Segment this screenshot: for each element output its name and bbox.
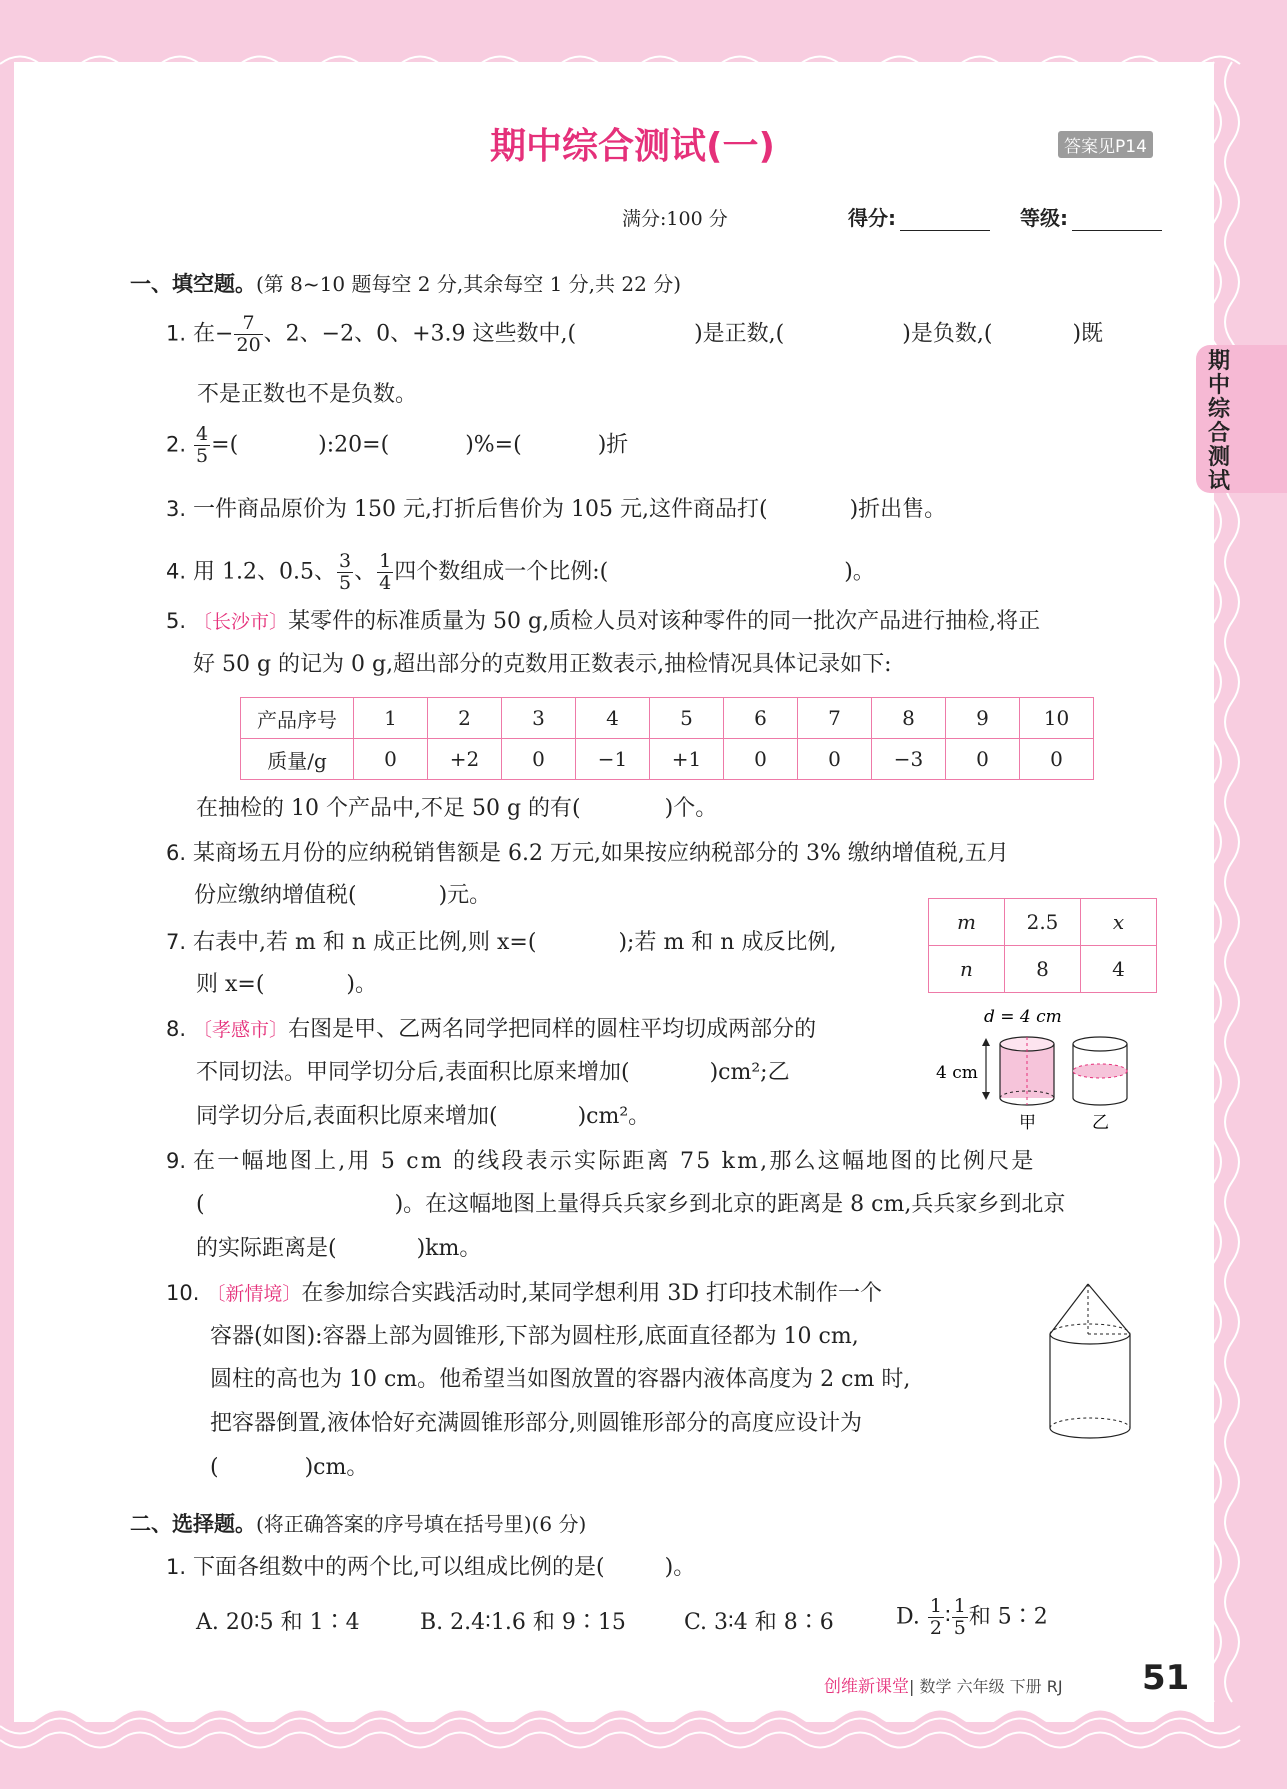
q8-line3 bbox=[196, 1102, 650, 1132]
section1-title: 一、填空题。 bbox=[130, 272, 256, 296]
table-row bbox=[241, 739, 1094, 780]
table-cell: n bbox=[929, 946, 1005, 993]
fraction-denominator: 5 bbox=[196, 445, 209, 467]
question-number: 7. bbox=[166, 930, 187, 954]
q5-line3 bbox=[196, 794, 717, 824]
side-tab-label: 期中综合测试 bbox=[1207, 349, 1230, 494]
q9-text-c: 的实际距离是( bbox=[196, 1236, 337, 1261]
table-cell: −1 bbox=[576, 739, 650, 780]
height-label: 4 cm bbox=[936, 1063, 978, 1083]
cylinder-yi bbox=[1073, 1037, 1127, 1105]
q9-text-d: )km。 bbox=[416, 1236, 482, 1261]
label-yi: 乙 bbox=[1092, 1113, 1109, 1133]
q6-line1: 某商场五月份的应纳税销售额是 6.2 万元,如果按应纳税部分的 3% 缴纳增值税,五月 bbox=[193, 841, 1009, 866]
page-number: 51 bbox=[1142, 1658, 1190, 1698]
fraction-denominator: 4 bbox=[379, 572, 392, 594]
q9-text-b: )。在这幅地图上量得兵兵家乡到北京的距离是 8 cm,兵兵家乡到北京 bbox=[394, 1192, 1066, 1217]
mc1-option-b[interactable]: B. 2.4∶1.6 和 9∶15 bbox=[420, 1610, 626, 1635]
question-number: 1. bbox=[166, 1555, 187, 1579]
container-figure bbox=[1042, 1278, 1152, 1446]
q2-text-c: )%=( bbox=[465, 432, 522, 458]
fraction-denominator: 5 bbox=[953, 1617, 966, 1639]
mc1-option-d[interactable] bbox=[896, 1596, 1048, 1639]
q5-line2: 好 50 g 的记为 0 g,超出部分的克数用正数表示,抽检情况具体记录如下: bbox=[193, 652, 892, 677]
table-row bbox=[241, 698, 1094, 739]
table-cell: 4 bbox=[576, 698, 650, 739]
q9-line1: 在一幅地图上,用 5 cm 的线段表示实际距离 75 km,那么这幅地图的比例尺是 bbox=[193, 1149, 1036, 1174]
question-number: 4. bbox=[166, 559, 187, 584]
question-6 bbox=[166, 838, 1009, 869]
table-header-cell: 产品序号 bbox=[241, 698, 354, 739]
q8-text-a: 不同切法。甲同学切分后,表面积比原来增加( bbox=[196, 1060, 630, 1085]
q3-text-b: )折出售。 bbox=[849, 497, 947, 522]
table-cell: +1 bbox=[650, 739, 724, 780]
answer-ref-badge: 答案见P14 bbox=[1058, 131, 1153, 158]
arrow-head-icon bbox=[982, 1092, 990, 1100]
q1-text-d: )是负数,( bbox=[902, 321, 993, 347]
fraction-numerator: 3 bbox=[339, 550, 352, 572]
fraction bbox=[928, 1596, 944, 1639]
fraction-denominator: 20 bbox=[236, 334, 261, 356]
table-cell: 4 bbox=[1081, 946, 1157, 993]
table-cell: 10 bbox=[1020, 698, 1094, 739]
inspection-table bbox=[240, 697, 1094, 780]
q9-line3 bbox=[196, 1234, 481, 1264]
q6-text-a: 份应缴纳增值税( bbox=[194, 883, 357, 908]
fraction-numerator: 4 bbox=[196, 423, 209, 445]
table-cell: 3 bbox=[502, 698, 576, 739]
fraction bbox=[952, 1596, 968, 1639]
question-number: 5. bbox=[166, 609, 187, 633]
fraction-numerator: 1 bbox=[379, 550, 392, 572]
q6-line2 bbox=[194, 881, 491, 911]
q4-text-c: )。 bbox=[844, 559, 875, 585]
question-number: 10. bbox=[166, 1281, 200, 1305]
table-cell: 2.5 bbox=[1005, 899, 1081, 946]
cylinder-jia bbox=[1000, 1037, 1054, 1105]
section2-title: 二、选择题。 bbox=[130, 1512, 256, 1536]
question-number: 6. bbox=[166, 841, 187, 865]
q10-line1: 在参加综合实践活动时,某同学想利用 3D 打印技术制作一个 bbox=[301, 1281, 883, 1306]
source-tag: 〔孝感市〕 bbox=[193, 1019, 289, 1041]
section1-note: (第 8~10 题每空 2 分,其余每空 1 分,共 22 分) bbox=[256, 272, 682, 296]
table-cell: 9 bbox=[946, 698, 1020, 739]
q5-text-a: 在抽检的 10 个产品中,不足 50 g 的有( bbox=[196, 796, 581, 821]
q5-text-b: )个。 bbox=[664, 796, 718, 821]
option-d-letter: D. bbox=[896, 1604, 920, 1630]
table-row bbox=[929, 946, 1157, 993]
q10-text-a: ( bbox=[210, 1455, 219, 1480]
grade-label: 等级: bbox=[1020, 206, 1068, 230]
cylinders-figure bbox=[930, 1004, 1140, 1136]
mc1-option-c[interactable]: C. 3∶4 和 8∶6 bbox=[684, 1610, 834, 1635]
q2-text-a: =( bbox=[211, 432, 239, 458]
q8-line1: 右图是甲、乙两名同学把同样的圆柱平均切成两部分的 bbox=[288, 1017, 817, 1042]
section2-heading bbox=[130, 1508, 586, 1538]
mc1-stem-a: 下面各组数中的两个比,可以组成比例的是( bbox=[193, 1555, 605, 1580]
question-4 bbox=[166, 551, 875, 594]
question-9 bbox=[166, 1146, 1036, 1177]
table-cell: 0 bbox=[946, 739, 1020, 780]
question-8 bbox=[166, 1014, 816, 1045]
fraction-denominator: 5 bbox=[339, 572, 352, 594]
q1-line2: 不是正数也不是负数。 bbox=[197, 382, 418, 407]
q1-text-a: 在− bbox=[193, 321, 234, 347]
q7-text-d: )。 bbox=[346, 972, 378, 997]
q9-line2 bbox=[196, 1190, 1065, 1220]
fraction bbox=[377, 551, 393, 594]
table-cell: 0 bbox=[502, 739, 576, 780]
q8-text-c: 同学切分后,表面积比原来增加( bbox=[196, 1104, 498, 1129]
table-cell: 2 bbox=[428, 698, 502, 739]
fraction-denominator: 2 bbox=[929, 1617, 942, 1639]
q2-text-d: )折 bbox=[597, 432, 629, 458]
question-number: 1. bbox=[166, 321, 187, 346]
table-cell: m bbox=[929, 899, 1005, 946]
q1-text-b: 、2、−2、0、+3.9 这些数中,( bbox=[263, 321, 577, 347]
q10-line5 bbox=[210, 1453, 368, 1483]
question-2 bbox=[166, 424, 628, 467]
ratio-colon: ∶ bbox=[944, 1604, 951, 1630]
arrow-head-icon bbox=[982, 1038, 990, 1046]
q5-line1: 某零件的标准质量为 50 g,质检人员对该种零件的同一批次产品进行抽检,将正 bbox=[288, 609, 1041, 634]
fraction bbox=[337, 551, 353, 594]
question-1 bbox=[166, 313, 1103, 356]
fraction bbox=[234, 313, 262, 356]
fraction-numerator: 1 bbox=[929, 1595, 942, 1617]
q4-text-b: 四个数组成一个比例:( bbox=[394, 559, 609, 585]
q4-text-a: 用 1.2、0.5、 bbox=[193, 559, 337, 585]
q8-text-b: )cm²;乙 bbox=[709, 1060, 790, 1085]
score-label: 得分: bbox=[848, 206, 896, 230]
table-row bbox=[929, 899, 1157, 946]
table-cell: 8 bbox=[1005, 946, 1081, 993]
q10-text-b: )cm。 bbox=[304, 1455, 369, 1480]
q7-line2 bbox=[196, 970, 377, 1000]
table-cell: x bbox=[1081, 899, 1157, 946]
q7-text-c: 则 x=( bbox=[196, 972, 265, 997]
q4-separator: 、 bbox=[354, 559, 377, 585]
table-cell: 1 bbox=[354, 698, 428, 739]
section2-note: (将正确答案的序号填在括号里)(6 分) bbox=[256, 1512, 587, 1536]
question-7 bbox=[166, 927, 836, 958]
q6-text-b: )元。 bbox=[438, 883, 492, 908]
table-cell: 6 bbox=[724, 698, 798, 739]
mc1-stem-b: )。 bbox=[664, 1555, 696, 1580]
diameter-label: d = 4 cm bbox=[984, 1007, 1062, 1027]
fraction-numerator: 7 bbox=[234, 313, 262, 335]
proportion-table bbox=[928, 898, 1157, 993]
table-cell: 0 bbox=[354, 739, 428, 780]
q1-text-e: )既 bbox=[1072, 321, 1104, 347]
mc1-option-a[interactable]: A. 20∶5 和 1∶4 bbox=[196, 1610, 360, 1635]
question-3 bbox=[166, 494, 946, 525]
table-cell: +2 bbox=[428, 739, 502, 780]
question-number: 8. bbox=[166, 1017, 187, 1041]
q8-line2 bbox=[196, 1058, 790, 1088]
q9-text-a: ( bbox=[196, 1192, 205, 1217]
fraction bbox=[194, 424, 210, 467]
grade-blank[interactable] bbox=[1072, 212, 1162, 231]
source-tag: 〔新情境〕 bbox=[206, 1283, 302, 1305]
question-10 bbox=[166, 1278, 882, 1309]
q10-line2: 容器(如图):容器上部为圆锥形,下部为圆柱形,底面直径都为 10 cm, bbox=[210, 1324, 859, 1349]
q10-line4: 把容器倒置,液体恰好充满圆锥形部分,则圆锥形部分的高度应设计为 bbox=[210, 1411, 862, 1436]
page-title: 期中综合测试(一) bbox=[490, 126, 775, 167]
footer-subject: | 数学 六年级 下册 RJ bbox=[909, 1677, 1063, 1696]
footer bbox=[824, 1672, 1063, 1697]
footer-brand: 创维新课堂 bbox=[824, 1677, 909, 1697]
table-cell: 0 bbox=[1020, 739, 1094, 780]
grade-field[interactable] bbox=[1020, 202, 1162, 231]
full-score: 满分:100 分 bbox=[622, 208, 728, 230]
question-number: 9. bbox=[166, 1149, 187, 1173]
q7-text-a: 右表中,若 m 和 n 成正比例,则 x=( bbox=[193, 930, 537, 955]
question-5 bbox=[166, 606, 1040, 637]
label-jia: 甲 bbox=[1019, 1113, 1036, 1133]
section1-heading bbox=[130, 268, 681, 298]
option-d-text: 和 5∶2 bbox=[968, 1604, 1048, 1630]
table-cell: 8 bbox=[872, 698, 946, 739]
q2-text-b: ):20=( bbox=[318, 432, 390, 458]
q7-text-b: );若 m 和 n 成反比例, bbox=[618, 930, 837, 955]
table-cell: 7 bbox=[798, 698, 872, 739]
q1-text-c: )是正数,( bbox=[694, 321, 785, 347]
mc-question-1 bbox=[166, 1552, 695, 1583]
table-header-cell: 质量/g bbox=[241, 739, 354, 780]
table-cell: 0 bbox=[724, 739, 798, 780]
fraction-numerator: 1 bbox=[953, 1595, 966, 1617]
score-field[interactable] bbox=[848, 202, 990, 231]
table-cell: 5 bbox=[650, 698, 724, 739]
table-cell: −3 bbox=[872, 739, 946, 780]
q10-line3: 圆柱的高也为 10 cm。他希望当如图放置的容器内液体高度为 2 cm 时, bbox=[210, 1367, 911, 1392]
q3-text-a: 一件商品原价为 150 元,打折后售价为 105 元,这件商品打( bbox=[193, 497, 768, 522]
q8-text-d: )cm²。 bbox=[577, 1104, 651, 1129]
score-blank[interactable] bbox=[900, 212, 990, 231]
question-number: 3. bbox=[166, 497, 187, 521]
table-cell: 0 bbox=[798, 739, 872, 780]
question-number: 2. bbox=[166, 432, 187, 457]
source-tag: 〔长沙市〕 bbox=[193, 611, 289, 633]
